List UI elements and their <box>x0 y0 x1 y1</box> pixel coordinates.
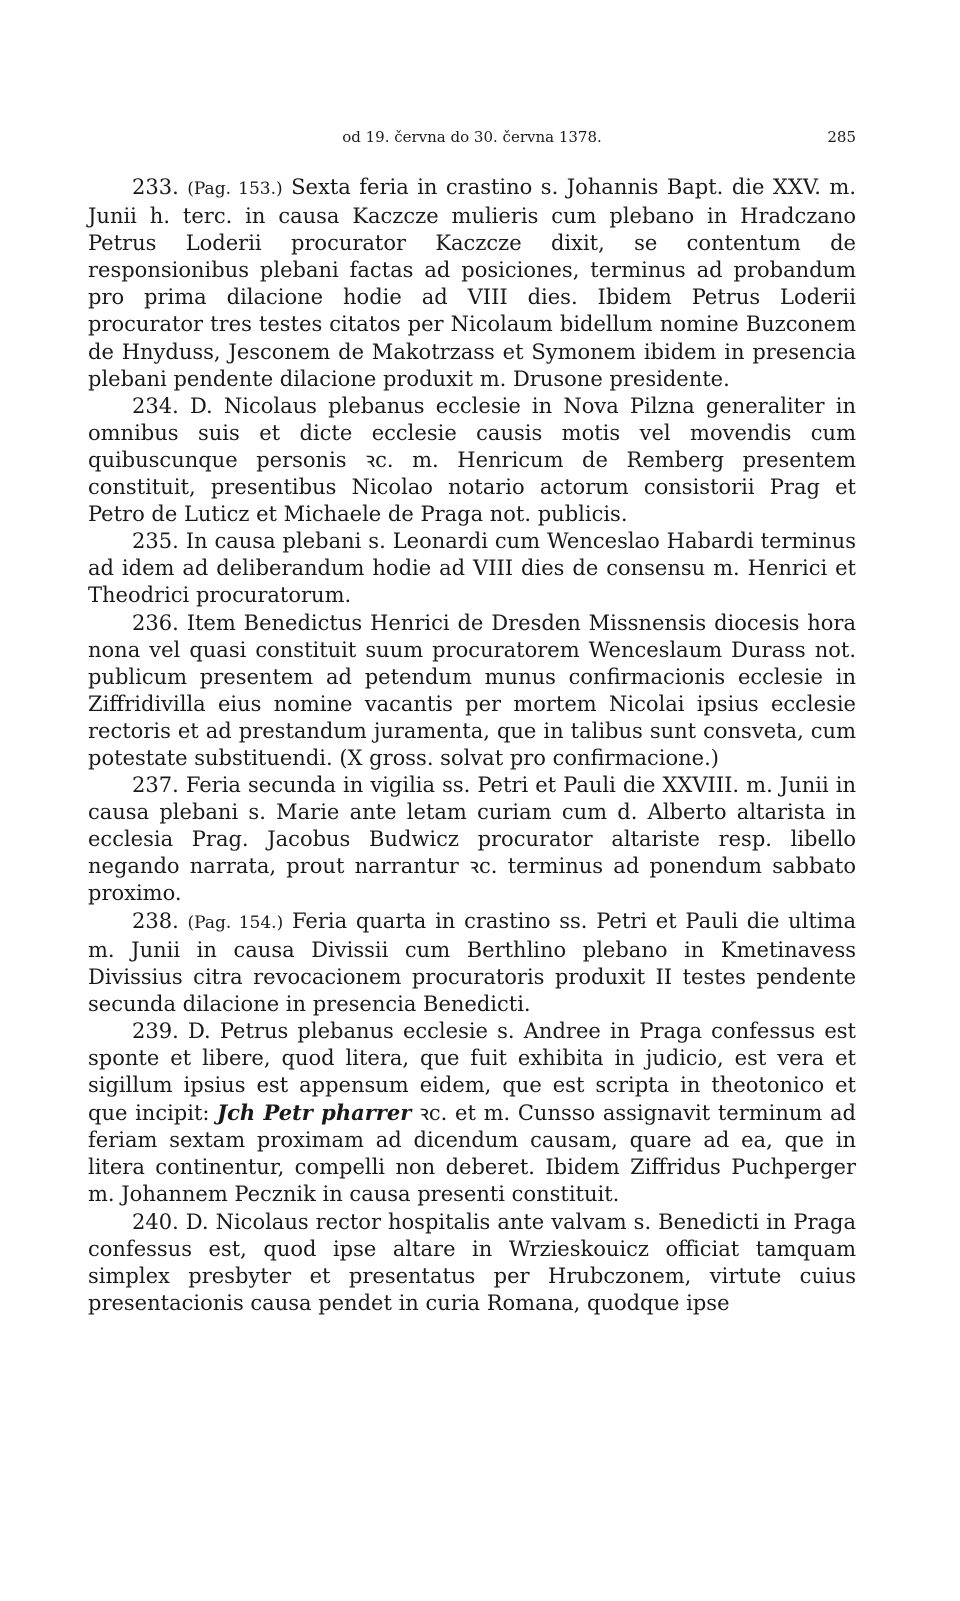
entry-number: 239. <box>132 1018 179 1043</box>
page-reference: (Pag. 153.) <box>187 179 283 199</box>
entry-text: D. Nicolaus plebanus ecclesie in Nova Pilzna generaliter in omnibus suis et dicte ecclesie causis motis vel movendis cum quibuscunque personis ꝛc. m. Henricum de Remberg presentem constituit, presentibus Nicolao notario actorum consistorii Prag et Petro de Luticz et Michaele de Praga not. publicis. <box>88 393 856 527</box>
entry-text: Item Benedictus Henrici de Dresden Missnensis diocesis hora nona vel quasi constituit suum procuratorem Wenceslaum Durass not. publicum presentem ad petendum munus confirmacionis ecclesie in Ziffridivilla eius nomine vacantis per mortem Nicolai ipsius ecclesie rectoris et ad prestandum juramenta, que in talibus sunt consveta, cum potestate substituendi. (X gross. solvat pro confirmacione.) <box>88 610 856 770</box>
entry-number: 234. <box>132 393 179 418</box>
entry-number: 240. <box>132 1209 179 1234</box>
entry-text: In causa plebani s. Leonardi cum Wenceslao Habardi terminus ad idem ad deliberandum hodie ad VIII dies de consensu m. Henrici et Theodrici procuratorum. <box>88 529 856 608</box>
entry-236 <box>88 610 856 773</box>
entry-235 <box>88 528 856 609</box>
entry-text: D. Nicolaus rector hospitalis ante valvam s. Benedicti in Praga confessus est, quod ipse altare in Wrzieskouicz officiat tamquam simplex presbyter et presentatus per Hrubczonem, virtute cuius presentacionis causa pendet in curia Romana, quodque ipse <box>88 1209 856 1315</box>
entry-text: D. Petrus plebanus ecclesie s. Andree in Praga confessus est sponte et libere, quod litera, que fuit exhibita in judicio, est vera et sigillum ipsius est appensum eidem, que est scripta in theotonico et que incipit: <box>88 1018 856 1126</box>
fraktur-quote: Jch Petr pharrer <box>217 1100 412 1126</box>
entry-238 <box>88 908 856 1018</box>
entry-number: 237. <box>132 773 179 798</box>
entry-240 <box>88 1209 856 1317</box>
entry-number: 235. <box>132 529 179 554</box>
running-head-title: od 19. června do 30. června 1378. <box>342 128 602 146</box>
entry-239 <box>88 1018 856 1209</box>
entry-text-continued: ꝛc. et m. Cunsso assignavit terminum ad feriam sextam proximam ad dicendum causam, quare ad ea, que in litera continentur, compelli non deberet. Ibidem Ziffridus Puchperger m. Johannem Pecznik in causa presenti constituit. <box>88 1101 856 1207</box>
body-text <box>88 174 856 1317</box>
entry-text: Sexta feria in crastino s. Johannis Bapt. die XXV. m. Junii h. terc. in causa Kaczcze mulieris cum plebano in Hradczano Petrus Loderii procurator Kaczcze dixit, se contentum de responsionibus plebani factas ad posiciones, terminus ad probandum pro prima dilacione hodie ad VIII dies. Ibidem Petrus Loderii procurator tres testes citatos per Nicolaum bidellum nomine Buzconem de Hnyduss, Jesconem de Makotrzass et Symonem ibidem in presencia plebani pendente dilacione produxit m. Drusone presidente. <box>88 175 857 391</box>
page <box>88 128 856 1317</box>
entry-text: Feria quarta in crastino ss. Petri et Pauli die ultima m. Junii in causa Divissii cum Berthlino plebano in Kmetinavess Divissius citra revocacionem procuratoris produxit II testes pendente secunda dilacione in presencia Benedicti. <box>88 908 856 1016</box>
entry-237 <box>88 772 856 907</box>
entry-number: 236. <box>132 610 179 635</box>
entry-number: 238. <box>132 908 179 933</box>
page-number: 285 <box>827 128 856 146</box>
running-head <box>88 128 856 156</box>
entry-233 <box>88 174 856 393</box>
entry-number: 233. <box>132 175 179 199</box>
page-reference: (Pag. 154.) <box>187 912 284 933</box>
entry-text: Feria secunda in vigilia ss. Petri et Pauli die XXVIII. m. Junii in causa plebani s. Marie ante letam curiam cum d. Alberto altarista in ecclesia Prag. Jacobus Budwicz procurator altariste resp. libello negando narrata, prout narrantur ꝛc. terminus ad ponendum sabbato proximo. <box>88 773 856 906</box>
entry-234 <box>88 393 856 528</box>
